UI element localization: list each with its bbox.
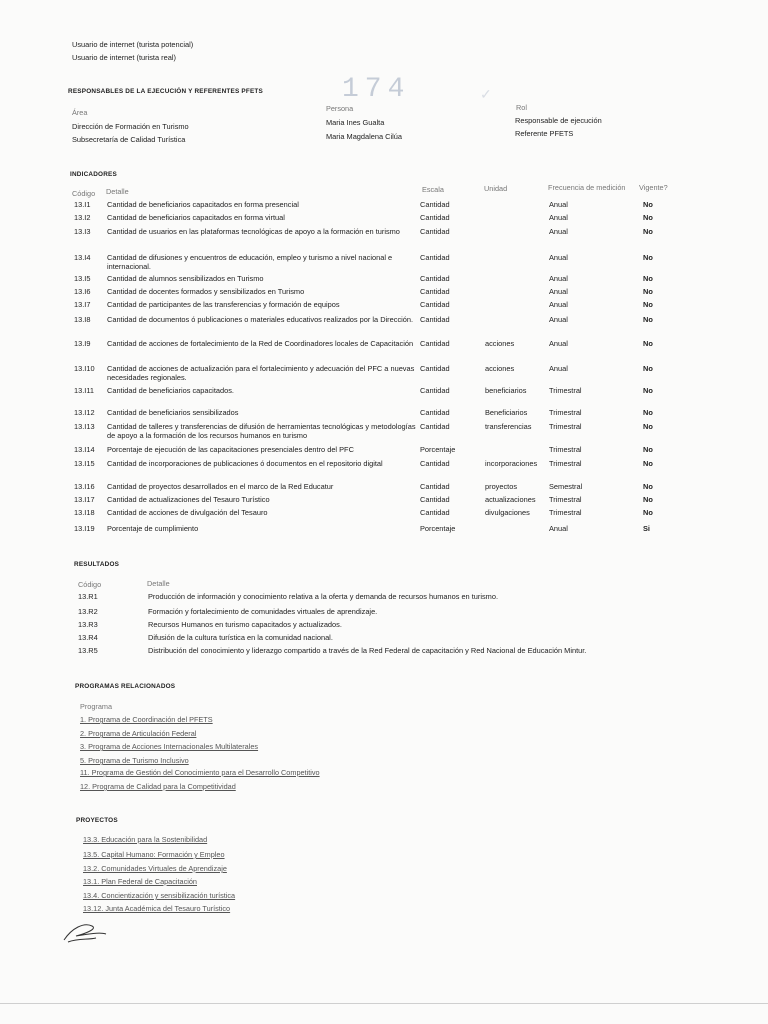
indicador-vigente: No <box>643 287 653 296</box>
programas-heading: PROGRAMAS RELACIONADOS <box>75 683 176 690</box>
indicador-vigente: No <box>643 200 653 209</box>
indicador-unidad: transferencias <box>485 422 532 431</box>
indicador-detalle: Cantidad de beneficiarios sensibilizados <box>107 408 239 417</box>
indicador-frecuencia: Anual <box>549 274 568 283</box>
indicador-detalle: Cantidad de beneficiarios capacitados en forma presencial <box>107 200 299 209</box>
indicador-escala: Cantidad <box>420 339 450 348</box>
indicador-codigo: 13.I10 <box>74 364 95 373</box>
indicador-escala: Cantidad <box>420 213 450 222</box>
indicador-vigente: No <box>643 386 653 395</box>
col-codigo: Código <box>72 189 96 198</box>
col-rol: Rol <box>516 103 527 112</box>
programa-link[interactable]: 12. Programa de Calidad para la Competitividad <box>80 782 236 791</box>
indicador-vigente: No <box>643 315 653 324</box>
indicador-frecuencia: Trimestral <box>549 459 582 468</box>
rol-2: Referente PFETS <box>515 129 574 138</box>
programa-link[interactable]: 2. Programa de Articulación Federal <box>80 729 197 738</box>
proyecto-link[interactable]: 13.1. Plan Federal de Capacitación <box>83 877 197 886</box>
col-unidad: Unidad <box>484 184 508 193</box>
indicador-codigo: 13.I3 <box>74 227 91 236</box>
indicador-codigo: 13.I4 <box>74 253 91 262</box>
indicador-frecuencia: Anual <box>549 364 568 373</box>
indicador-detalle: Cantidad de documentos ó publicaciones o materiales educativos realizados por la Dirección. <box>107 315 414 324</box>
programa-link[interactable]: 11. Programa de Gestión del Conocimiento para el Desarrollo Competitivo <box>80 768 320 777</box>
indicador-frecuencia: Anual <box>549 200 568 209</box>
indicador-escala: Cantidad <box>420 459 450 468</box>
resultado-detalle: Producción de información y conocimiento relativa a la oferta y demanda de recursos humanos en turismo. <box>148 592 499 601</box>
indicador-codigo: 13.I16 <box>74 482 95 491</box>
signature <box>58 914 110 946</box>
area-2: Subsecretaría de Calidad Turística <box>72 135 186 144</box>
proyectos-heading: PROYECTOS <box>76 817 118 824</box>
indicador-codigo: 13.I2 <box>74 213 91 222</box>
indicador-codigo: 13.I17 <box>74 495 95 504</box>
indicador-detalle: Cantidad de acciones de fortalecimiento de la Red de Coordinadores locales de Capacitación <box>107 339 414 348</box>
indicador-codigo: 13.I1 <box>74 200 91 209</box>
indicador-escala: Cantidad <box>420 227 450 236</box>
res-col-codigo: Código <box>78 580 102 589</box>
indicador-frecuencia: Anual <box>549 227 568 236</box>
indicador-vigente: No <box>643 300 653 309</box>
indicador-frecuencia: Trimestral <box>549 445 582 454</box>
resultado-detalle: Formación y fortalecimiento de comunidades virtuales de aprendizaje. <box>148 607 378 616</box>
resultado-codigo: 13.R5 <box>78 646 98 655</box>
usuario-2: Usuario de internet (turista real) <box>72 53 176 62</box>
indicador-vigente: No <box>643 508 653 517</box>
indicador-frecuencia: Trimestral <box>549 495 582 504</box>
proyecto-link[interactable]: 13.4. Concientización y sensibilización turística <box>83 891 236 900</box>
indicador-codigo: 13.I6 <box>74 287 91 296</box>
indicador-frecuencia: Semestral <box>549 482 583 491</box>
indicador-detalle: Cantidad de docentes formados y sensibilizados en Turismo <box>107 287 305 296</box>
indicador-frecuencia: Anual <box>549 300 568 309</box>
resultado-codigo: 13.R1 <box>78 592 98 601</box>
indicador-detalle: Cantidad de proyectos desarrollados en el marco de la Red Educatur <box>107 482 334 491</box>
indicador-detalle: Cantidad de usuarios en las plataformas tecnológicas de apoyo a la formación en turismo <box>107 227 400 236</box>
indicador-escala: Cantidad <box>420 364 450 373</box>
indicador-escala: Cantidad <box>420 200 450 209</box>
indicador-codigo: 13.I11 <box>74 386 94 395</box>
indicador-vigente: Si <box>643 524 650 533</box>
indicador-unidad: proyectos <box>485 482 518 491</box>
stamp-check-icon: ✓ <box>480 86 492 102</box>
indicador-codigo: 13.I13 <box>74 422 95 431</box>
indicador-detalle: Cantidad de actualizaciones del Tesauro Turístico <box>107 495 270 504</box>
resultado-detalle: Difusión de la cultura turística en la comunidad nacional. <box>148 633 333 642</box>
col-vigente: Vigente? <box>639 183 668 192</box>
programa-link[interactable]: 1. Programa de Coordinación del PFETS <box>80 715 213 724</box>
indicador-escala: Cantidad <box>420 482 450 491</box>
indicador-escala: Cantidad <box>420 274 450 283</box>
indicador-frecuencia: Anual <box>549 253 568 262</box>
indicador-vigente: No <box>643 482 653 491</box>
indicador-vigente: No <box>643 253 653 262</box>
indicador-unidad: acciones <box>485 339 515 348</box>
indicador-detalle: Cantidad de acciones de divulgación del Tesauro <box>107 508 268 517</box>
resultado-detalle: Recursos Humanos en turismo capacitados y actualizados. <box>148 620 342 629</box>
indicador-unidad: actualizaciones <box>485 495 536 504</box>
indicador-vigente: No <box>643 274 653 283</box>
indicador-unidad: acciones <box>485 364 515 373</box>
indicador-escala: Porcentaje <box>420 445 456 454</box>
indicador-detalle: Cantidad de alumnos sensibilizados en Turismo <box>107 274 264 283</box>
indicador-escala: Cantidad <box>420 315 450 324</box>
indicador-frecuencia: Trimestral <box>549 422 582 431</box>
programas-col: Programa <box>80 702 113 711</box>
indicador-vigente: No <box>643 227 653 236</box>
indicador-detalle: Porcentaje de cumplimiento <box>107 524 199 533</box>
programa-link[interactable]: 3. Programa de Acciones Internacionales Multilaterales <box>80 742 259 751</box>
indicador-codigo: 13.I7 <box>74 300 91 309</box>
indicador-detalle: Cantidad de difusiones y encuentros de educación, empleo y turismo a nivel nacional e internacional. <box>107 253 393 271</box>
indicador-codigo: 13.I18 <box>74 508 95 517</box>
indicador-unidad: beneficiarios <box>485 386 527 395</box>
indicador-frecuencia: Anual <box>549 315 568 324</box>
indicador-codigo: 13.I5 <box>74 274 91 283</box>
indicador-escala: Cantidad <box>420 386 450 395</box>
proyecto-link[interactable]: 13.3. Educación para la Sostenibilidad <box>83 835 208 844</box>
indicador-frecuencia: Anual <box>549 213 568 222</box>
indicador-unidad: incorporaciones <box>485 459 538 468</box>
rol-1: Responsable de ejecución <box>515 116 602 125</box>
indicador-codigo: 13.I12 <box>74 408 95 417</box>
indicador-frecuencia: Trimestral <box>549 508 582 517</box>
indicador-vigente: No <box>643 422 653 431</box>
stamp-number: 174 <box>342 74 411 105</box>
indicador-vigente: No <box>643 364 653 373</box>
usuario-1: Usuario de internet (turista potencial) <box>72 40 194 49</box>
indicador-escala: Cantidad <box>420 408 450 417</box>
indicador-escala: Cantidad <box>420 508 450 517</box>
indicador-unidad: Beneficiarios <box>485 408 528 417</box>
resultado-detalle: Distribución del conocimiento y liderazgo compartido a través de la Red Federal de capacitación y Red Nacional de Educación Mintur. <box>148 646 587 655</box>
col-persona: Persona <box>326 104 354 113</box>
indicador-detalle: Cantidad de acciones de actualización para el fortalecimiento y adecuación del PFC a nuevas necesidades regionales. <box>107 364 415 382</box>
indicador-vigente: No <box>643 445 653 454</box>
indicador-codigo: 13.I15 <box>74 459 95 468</box>
resultado-codigo: 13.R4 <box>78 633 98 642</box>
indicador-escala: Cantidad <box>420 495 450 504</box>
col-area: Área <box>72 108 88 117</box>
indicador-vigente: No <box>643 213 653 222</box>
responsables-heading: RESPONSABLES DE LA EJECUCIÓN Y REFERENTES PFETS <box>68 88 263 95</box>
indicador-frecuencia: Anual <box>549 339 568 348</box>
persona-1: Maria Ines Gualta <box>326 118 385 127</box>
area-1: Dirección de Formación en Turismo <box>72 122 189 131</box>
indicador-escala: Porcentaje <box>420 524 456 533</box>
proyecto-link[interactable]: 13.5. Capital Humano: Formación y Empleo <box>83 850 225 859</box>
indicador-detalle: Cantidad de incorporaciones de publicaciones ó documentos en el repositorio digital <box>107 459 383 468</box>
indicador-detalle: Cantidad de participantes de las transferencias y formación de equipos <box>107 300 340 309</box>
indicador-unidad: divulgaciones <box>485 508 530 517</box>
page-bottom-rule <box>0 1003 768 1004</box>
persona-2: Maria Magdalena Cilúa <box>326 132 402 141</box>
indicadores-heading: INDICADORES <box>70 171 117 178</box>
indicador-escala: Cantidad <box>420 300 450 309</box>
indicador-escala: Cantidad <box>420 287 450 296</box>
indicador-frecuencia: Anual <box>549 287 568 296</box>
indicador-codigo: 13.I9 <box>74 339 91 348</box>
resultado-codigo: 13.R2 <box>78 607 98 616</box>
col-escala: Escala <box>422 185 444 194</box>
indicador-frecuencia: Trimestral <box>549 408 582 417</box>
indicador-codigo: 13.I14 <box>74 445 95 454</box>
indicador-vigente: No <box>643 408 653 417</box>
col-detalle: Detalle <box>106 187 129 196</box>
indicador-frecuencia: Anual <box>549 524 568 533</box>
indicador-detalle: Cantidad de talleres y transferencias de difusión de herramientas tecnológicas y metodologías de apoyo a la formación de los recursos humanos en turismo <box>107 422 416 440</box>
indicador-detalle: Porcentaje de ejecución de las capacitaciones presenciales dentro del PFC <box>107 445 354 454</box>
programa-link[interactable]: 5. Programa de Turismo Inclusivo <box>80 756 189 765</box>
indicador-vigente: No <box>643 339 653 348</box>
proyecto-link[interactable]: 13.12. Junta Académica del Tesauro Turístico <box>83 904 231 913</box>
indicador-codigo: 13.I19 <box>74 524 95 533</box>
res-col-detalle: Detalle <box>147 579 170 588</box>
resultados-heading: RESULTADOS <box>74 561 120 568</box>
col-frecuencia: Frecuencia de medición <box>548 183 626 192</box>
indicador-detalle: Cantidad de beneficiarios capacitados en forma virtual <box>107 213 285 222</box>
indicador-detalle: Cantidad de beneficiarios capacitados. <box>107 386 234 395</box>
indicador-escala: Cantidad <box>420 422 450 431</box>
indicador-vigente: No <box>643 459 653 468</box>
indicador-escala: Cantidad <box>420 253 450 262</box>
indicador-vigente: No <box>643 495 653 504</box>
proyecto-link[interactable]: 13.2. Comunidades Virtuales de Aprendizaje <box>83 864 227 873</box>
resultado-codigo: 13.R3 <box>78 620 98 629</box>
indicador-codigo: 13.I8 <box>74 315 91 324</box>
indicador-frecuencia: Trimestral <box>549 386 582 395</box>
